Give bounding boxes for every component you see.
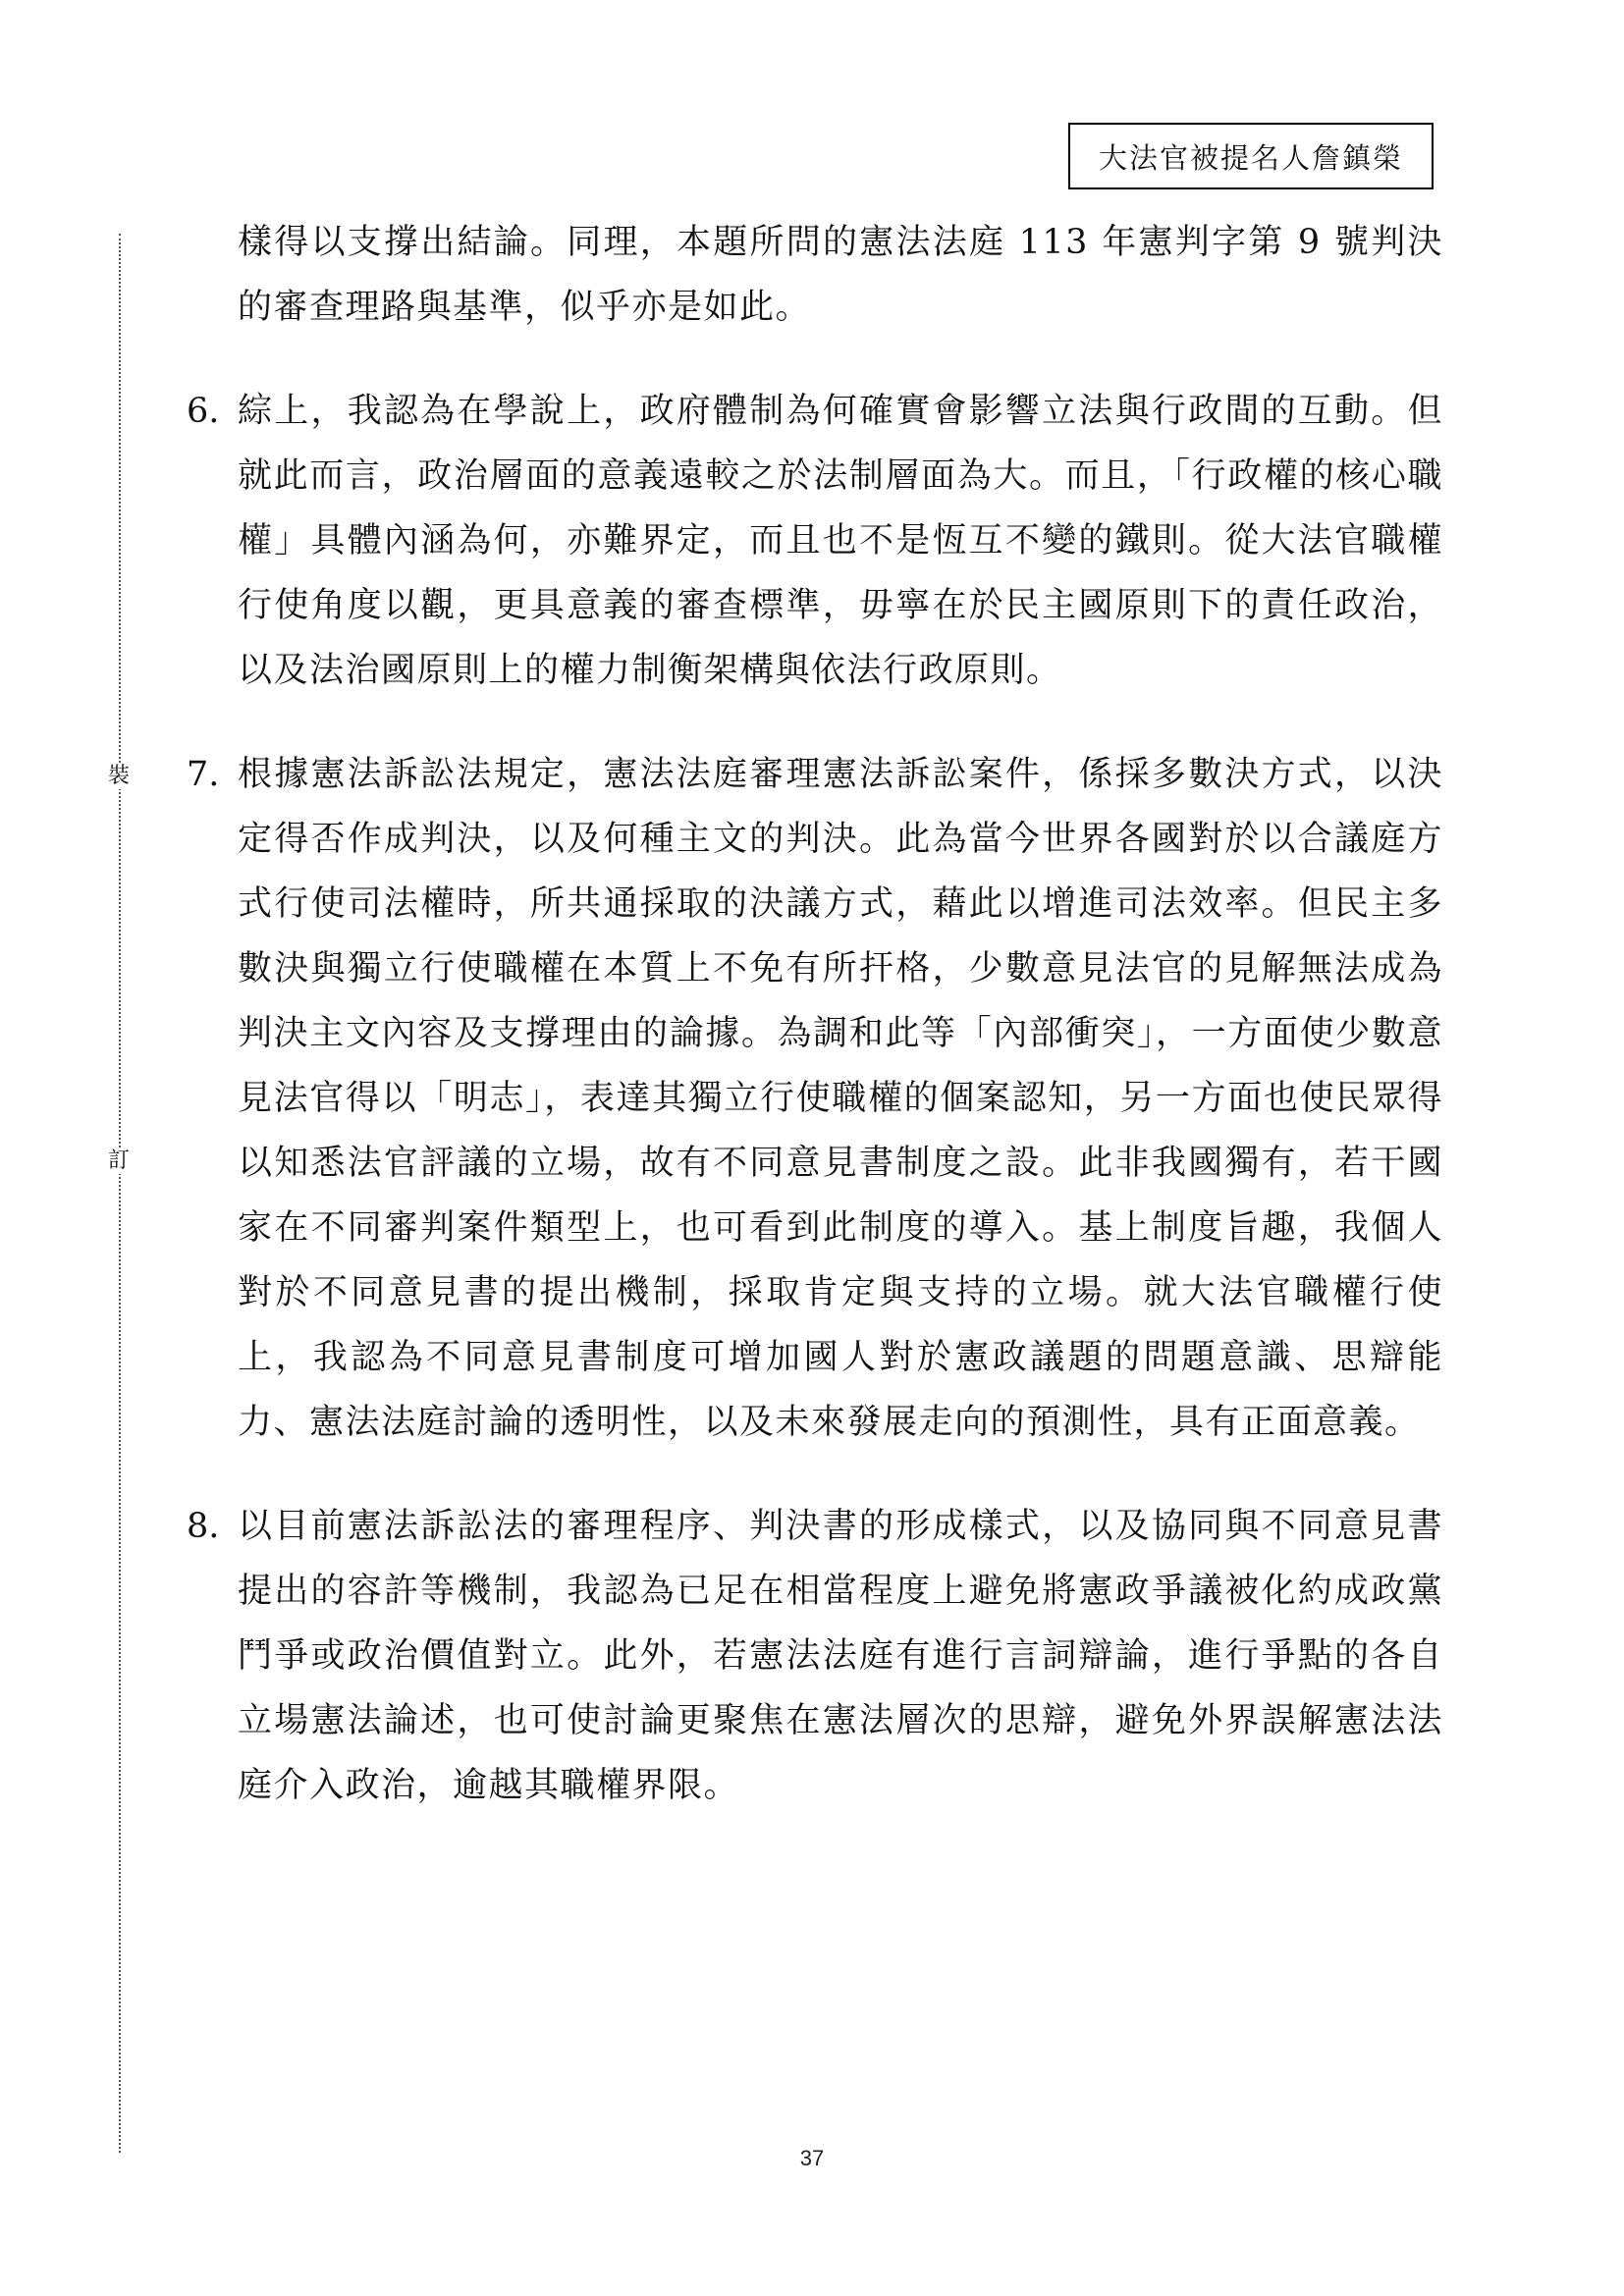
nominee-header-label: 大法官被提名人詹鎮榮 — [1068, 123, 1434, 189]
list-item-7 — [187, 742, 1443, 1455]
item-number: 8. — [187, 1507, 220, 1546]
list-item-8 — [187, 1494, 1443, 1818]
document-body — [187, 210, 1443, 1857]
binding-mark-zhuang: 裝 — [102, 764, 135, 789]
list-item-6 — [187, 379, 1443, 703]
continuation-paragraph: 樣得以支撐出結論。同理，本題所問的憲法法庭 113 年憲判字第 9 號判決的審查理路與基準，似乎亦是如此。 — [238, 223, 1443, 327]
item-number: 6. — [187, 392, 220, 431]
item-text: 綜上，我認為在學說上，政府體制為何確實會影響立法與行政間的互動。但就此而言，政治層面的意義遠較之於法制層面為大。而且，「行政權的核心職權」具體內涵為何，亦難界定，而且也不是恆互不變的鐵則。從大法官職權行使角度以觀，更具意義的審查標準，毋寧在於民主國原則下的責任政治，以及法治國原則上的權力制衡架構與依法行政原則。 — [238, 392, 1443, 690]
item-text: 根據憲法訴訟法規定，憲法法庭審理憲法訴訟案件，係採多數決方式，以決定得否作成判決，以及何種主文的判決。此為當今世界各國對於以合議庭方式行使司法權時，所共通採取的決議方式，藉此以增進司法效率。但民主多數決與獨立行使職權在本質上不免有所扞格，少數意見法官的見解無法成為判決主文內容及支撐理由的論據。為調和此等「內部衝突」，一方面使少數意見法官得以「明志」，表達其獨立行使職權的個案認知，另一方面也使民眾得以知悉法官評議的立場，故有不同意見書制度之設。此非我國獨有，若干國家在不同審判案件類型上，也可看到此制度的導入。基上制度旨趣，我個人對於不同意見書的提出機制，採取肯定與支持的立場。就大法官職權行使上，我認為不同意見書制度可增加國人對於憲政議題的問題意識、思辯能力、憲法法庭討論的透明性，以及未來發展走向的預測性，具有正面意義。 — [238, 755, 1443, 1442]
binding-dotted-line — [119, 234, 121, 2153]
page-number: 37 — [799, 2146, 825, 2170]
binding-mark-ding: 訂 — [102, 1148, 135, 1174]
item-text: 以目前憲法訴訟法的審理程序、判決書的形成樣式，以及協同與不同意見書提出的容許等機制，我認為已足在相當程度上避免將憲政爭議被化約成政黨鬥爭或政治價值對立。此外，若憲法法庭有進行言詞辯論，進行爭點的各自立場憲法論述，也可使討論更聚焦在憲法層次的思辯，避免外界誤解憲法法庭介入政治，逾越其職權界限。 — [238, 1507, 1443, 1805]
item-number: 7. — [187, 755, 220, 794]
